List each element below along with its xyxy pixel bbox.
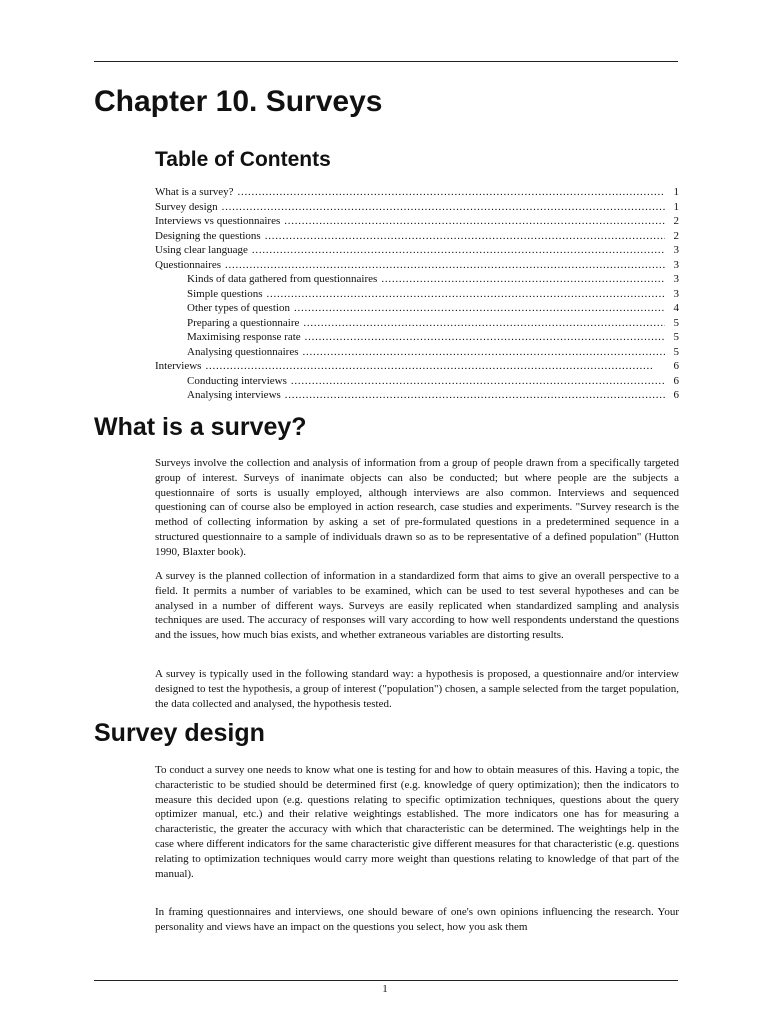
toc-entry-page: 6 <box>673 374 679 387</box>
toc-subentry[interactable] <box>155 374 679 389</box>
toc-entry[interactable] <box>155 229 679 244</box>
toc-entry-label: Other types of question <box>187 302 290 314</box>
toc-leader <box>291 374 665 389</box>
body-paragraph: To conduct a survey one needs to know what one is testing for and how to obtain measures of this. Having a topic, the characteristic to be studied should be determined first (e.g. knowledge of query optimization); then the indicators to measure this decided upon (e.g. questions relating to specific optimization techniques, questions about the query optimizer manual, etc.) and their relative weightings established. The more indicators one has for measuring a characteristic, the greater the accuracy with which that characteristic can be determined. The weightings help in the case where different indicators for the same characteristic give different measures for that characteristic (e.g. questions relating to optimization techniques would carry more weight than questions relating to knowledge of that part of the manual). <box>155 764 679 880</box>
section-heading-survey-design: Survey design <box>94 719 265 747</box>
toc-entry-label: Interviews vs questionnaires <box>155 215 281 227</box>
toc-subentry[interactable] <box>155 287 679 302</box>
toc-entry[interactable] <box>155 359 679 374</box>
toc-entry-page: 3 <box>673 273 679 285</box>
toc-leader <box>381 272 665 287</box>
header-rule <box>94 61 678 62</box>
toc-entry-label: Preparing a questionnaire <box>187 316 300 329</box>
toc-entry[interactable] <box>155 200 679 215</box>
toc-entry-page: 5 <box>673 331 679 343</box>
toc-leader <box>265 229 665 244</box>
toc-entry-label: Using clear language <box>155 244 248 256</box>
toc-entry-label: Kinds of data gathered from questionnaires <box>187 273 378 285</box>
toc-entry-page: 5 <box>673 316 679 329</box>
toc-subentry[interactable] <box>155 330 679 345</box>
toc-leader <box>252 243 665 258</box>
toc-entry-page: 1 <box>673 186 679 198</box>
toc-entry-label: Survey design <box>155 200 218 213</box>
body-paragraph: In framing questionnaires and interviews, one should beware of one's own opinions influencing the research. Your personality and views have an impact on the questions you select, how you ask them <box>155 906 679 933</box>
body-paragraph: A survey is typically used in the following standard way: a hypothesis is proposed, a questionnaire and/or interview designed to test the hypothesis, a group of interest ("population") chosen, a sample selected from the target population, the data collected and analysed, the hypothesis tested. <box>155 668 679 710</box>
toc-leader <box>294 301 665 316</box>
chapter-title: Chapter 10. Surveys <box>94 85 383 118</box>
body-paragraph: A survey is the planned collection of information in a standardized form that aims to give an overall perspective to a field. It permits a number of variables to be examined, which can be used to test several hypotheses and can be analysed in a number of different ways. Surveys are easily replicated when standardized sampling and analysis techniques are used. The accuracy of responses will vary according to how well respondents understand the questions and the issues, how much bias exists, and whether extraneous variables are distorting results. <box>155 570 679 642</box>
toc-entry-page: 3 <box>673 287 679 300</box>
table-of-contents <box>155 185 679 403</box>
toc-entry-page: 3 <box>673 258 679 271</box>
toc-leader <box>225 258 665 273</box>
toc-subentry[interactable] <box>155 345 679 360</box>
footer-rule <box>94 980 678 981</box>
toc-title: Table of Contents <box>155 148 331 171</box>
toc-leader <box>205 359 665 374</box>
toc-subentry[interactable] <box>155 301 679 316</box>
toc-leader <box>238 185 666 200</box>
toc-leader <box>303 345 665 360</box>
toc-entry-label: Conducting interviews <box>187 374 287 387</box>
toc-leader <box>266 287 665 302</box>
toc-entry[interactable] <box>155 258 679 273</box>
toc-entry[interactable] <box>155 185 679 200</box>
toc-entry-label: Simple questions <box>187 287 263 300</box>
toc-entry-page: 6 <box>673 360 679 372</box>
toc-entry[interactable] <box>155 243 679 258</box>
toc-leader <box>305 330 665 345</box>
toc-entry-page: 2 <box>673 229 679 242</box>
page-number: 1 <box>382 983 388 995</box>
toc-entry-label: Interviews <box>155 360 202 372</box>
toc-entry-page: 1 <box>673 200 679 213</box>
toc-entry-label: Analysing interviews <box>187 389 281 401</box>
toc-entry-label: Analysing questionnaires <box>187 345 299 358</box>
toc-entry-page: 2 <box>673 215 679 227</box>
body-paragraph: Surveys involve the collection and analysis of information from a group of people drawn from a specifically targeted group of interest. Surveys of inanimate objects can also be conducted; but where people are the subjects a questionnaire of sorts is usually employed, although interviews are also common. Interviews and sequenced questioning can of course also be employed in action research, case studies and experiments. "Survey research is the method of collecting information by asking a set of pre-formulated questions in a predetermined sequence in a structured questionnaire to a sample of individuals drawn so as to be representative of a defined population" (Hutton 1990, Blaxter book). <box>155 457 679 558</box>
toc-leader <box>284 214 665 229</box>
toc-subentry[interactable] <box>155 316 679 331</box>
toc-entry-label: Questionnaires <box>155 258 221 271</box>
toc-leader <box>222 200 665 215</box>
toc-entry-page: 3 <box>673 244 679 256</box>
toc-entry-page: 5 <box>673 345 679 358</box>
toc-leader <box>303 316 665 331</box>
toc-entry-page: 4 <box>673 302 679 314</box>
toc-entry-page: 6 <box>673 389 679 401</box>
toc-subentry[interactable] <box>155 272 679 287</box>
toc-entry[interactable] <box>155 214 679 229</box>
toc-entry-label: Maximising response rate <box>187 331 301 343</box>
toc-entry-label: Designing the questions <box>155 229 261 242</box>
section-heading-what-is-a-survey: What is a survey? <box>94 413 307 441</box>
toc-leader <box>285 388 665 403</box>
toc-subentry[interactable] <box>155 388 679 403</box>
toc-entry-label: What is a survey? <box>155 186 234 198</box>
